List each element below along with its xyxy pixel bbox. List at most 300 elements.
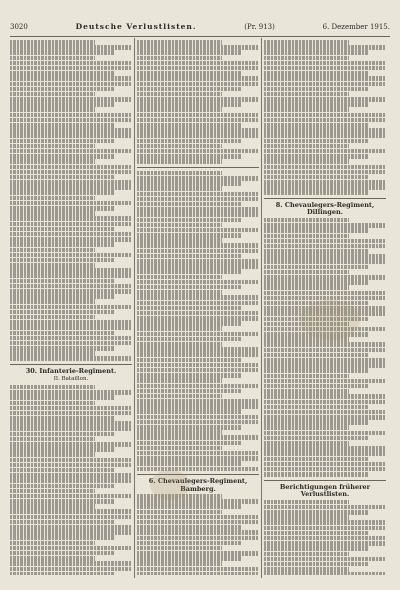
text-line — [10, 437, 95, 442]
section-rule — [264, 198, 386, 199]
text-line — [264, 526, 386, 531]
text-line — [10, 530, 132, 535]
text-line — [10, 216, 132, 221]
text-line — [137, 66, 259, 71]
text-line — [10, 346, 114, 351]
text-line — [137, 541, 241, 546]
text-line — [10, 206, 114, 211]
text-line — [137, 113, 259, 118]
text-line — [10, 284, 132, 289]
column-divider — [134, 38, 135, 578]
text-line — [137, 451, 259, 456]
text-line — [10, 190, 114, 195]
text-line — [10, 421, 132, 426]
text-line — [264, 379, 386, 384]
section-heading: 8. Chevaulegers-Regiment, Dillingen. — [275, 200, 375, 217]
text-line — [264, 572, 386, 575]
text-line — [137, 384, 259, 389]
text-line — [10, 572, 114, 575]
text-line — [264, 234, 349, 239]
page-number: 3020 — [10, 23, 28, 31]
text-line — [137, 171, 222, 176]
text-line — [10, 56, 95, 61]
section-heading: 6. Chevaulegers-Regiment, Bamberg. — [148, 477, 248, 493]
text-line — [264, 56, 349, 61]
text-line — [10, 432, 114, 437]
text-line — [10, 315, 95, 320]
text-line — [264, 515, 349, 520]
text-line — [10, 525, 132, 530]
section-rule — [10, 364, 132, 365]
section-rule — [264, 480, 386, 481]
text-line — [264, 185, 386, 190]
text-line — [137, 373, 241, 378]
text-line — [137, 202, 241, 207]
text-line — [10, 499, 114, 504]
text-line — [10, 556, 95, 561]
text-line — [137, 102, 241, 107]
text-line — [264, 531, 368, 536]
text-line — [10, 561, 132, 566]
text-line — [264, 254, 386, 259]
text-line — [264, 92, 349, 97]
text-line — [137, 223, 222, 228]
text-line — [10, 351, 95, 356]
text-line — [137, 337, 241, 342]
text-line — [10, 185, 132, 190]
text-line — [10, 61, 132, 66]
text-line — [137, 441, 241, 446]
text-line — [10, 123, 114, 128]
text-line — [10, 87, 114, 92]
text-line — [137, 197, 259, 202]
text-line — [264, 76, 386, 81]
publication-date: 6. Dezember 1915. — [322, 23, 390, 31]
text-line — [264, 441, 349, 446]
text-line — [264, 239, 386, 244]
text-line — [137, 536, 259, 541]
text-line — [10, 279, 114, 284]
text-line — [264, 82, 386, 87]
text-line — [137, 290, 222, 295]
text-line — [10, 473, 132, 478]
text-line — [10, 294, 114, 299]
text-line — [264, 270, 349, 275]
text-line — [137, 567, 259, 572]
text-line — [137, 316, 259, 321]
text-line — [137, 233, 241, 238]
text-line — [264, 436, 368, 441]
text-line — [264, 410, 386, 415]
text-line — [10, 452, 95, 457]
text-line — [264, 228, 368, 233]
text-line — [10, 139, 114, 144]
text-line — [264, 368, 368, 373]
text-line — [264, 510, 368, 515]
text-line — [137, 285, 241, 290]
issue-number: (Pr. 913) — [244, 23, 275, 31]
text-line — [10, 411, 132, 416]
text-line — [10, 356, 132, 361]
text-line — [10, 211, 95, 216]
text-line — [137, 264, 259, 269]
text-line — [137, 504, 241, 509]
text-line — [264, 567, 349, 572]
text-line — [137, 446, 222, 451]
text-line — [10, 222, 132, 227]
text-line — [10, 45, 132, 50]
text-line — [10, 541, 95, 546]
text-line — [137, 107, 222, 112]
text-line — [10, 159, 95, 164]
text-line — [264, 291, 386, 296]
text-line — [264, 541, 386, 546]
text-line — [137, 123, 241, 128]
text-line — [264, 259, 386, 264]
text-line — [10, 107, 95, 112]
text-line — [10, 458, 132, 463]
text-line — [137, 467, 259, 472]
text-line — [10, 273, 132, 278]
text-line — [137, 92, 222, 97]
text-line — [137, 363, 259, 368]
text-line — [137, 301, 259, 306]
text-line — [10, 237, 132, 242]
text-line — [10, 76, 132, 81]
text-line — [10, 484, 114, 489]
text-line — [137, 520, 259, 525]
text-line — [264, 275, 386, 280]
text-line — [264, 154, 368, 159]
text-line — [264, 457, 368, 462]
text-line — [137, 311, 259, 316]
text-line — [10, 325, 132, 330]
text-line — [264, 500, 349, 505]
text-line — [264, 374, 349, 379]
text-line — [137, 352, 259, 357]
text-line — [137, 546, 222, 551]
text-line — [137, 228, 259, 233]
section-heading: 30. Infanterie-Regiment. — [25, 366, 117, 375]
text-line — [10, 442, 132, 447]
text-line — [10, 551, 114, 556]
text-line — [264, 451, 386, 456]
text-line — [137, 181, 241, 186]
text-line — [10, 520, 114, 525]
text-line — [10, 102, 114, 107]
text-line — [10, 416, 114, 421]
text-line — [137, 133, 259, 138]
text-line — [264, 353, 368, 358]
text-line — [10, 113, 132, 118]
text-line — [264, 102, 368, 107]
text-line — [137, 399, 259, 404]
text-line — [137, 149, 259, 154]
text-line — [137, 409, 241, 414]
text-line — [264, 149, 386, 154]
text-line — [264, 536, 386, 541]
text-line — [137, 50, 241, 55]
text-line — [137, 515, 259, 520]
text-line — [264, 170, 386, 175]
text-line — [137, 561, 222, 566]
text-line — [264, 425, 349, 430]
section-heading: II. Bataillon. — [53, 376, 89, 383]
text-line — [137, 378, 222, 383]
text-line — [10, 175, 114, 180]
text-line — [10, 71, 114, 76]
text-line — [10, 258, 114, 263]
text-line — [264, 405, 368, 410]
text-line — [264, 552, 349, 557]
text-line — [137, 332, 259, 337]
text-line — [137, 425, 241, 430]
text-line — [137, 415, 259, 420]
text-line — [10, 154, 114, 159]
text-line — [10, 320, 132, 325]
text-line — [10, 253, 132, 258]
text-line — [10, 305, 132, 310]
publication-title: Deutsche Verlustlisten. — [75, 22, 197, 31]
text-line — [10, 66, 132, 71]
text-line — [10, 170, 132, 175]
text-line — [137, 306, 241, 311]
text-line — [137, 556, 241, 561]
text-line — [264, 133, 386, 138]
text-line — [10, 478, 132, 483]
text-line — [137, 249, 259, 254]
text-line — [137, 358, 241, 363]
text-line — [264, 97, 386, 102]
text-line — [10, 92, 95, 97]
text-line — [264, 139, 368, 144]
text-line — [264, 348, 386, 353]
text-line — [10, 232, 132, 237]
text-line — [137, 82, 259, 87]
text-line — [137, 456, 259, 461]
text-line — [10, 144, 95, 149]
text-line — [137, 56, 222, 61]
text-line — [264, 400, 386, 405]
text-line — [264, 431, 386, 436]
text-line — [264, 520, 386, 525]
text-line — [137, 389, 241, 394]
text-line — [10, 227, 114, 232]
text-line — [137, 275, 222, 280]
text-line — [264, 107, 349, 112]
text-line — [137, 342, 222, 347]
text-line — [10, 390, 132, 395]
text-line — [10, 133, 132, 138]
text-line — [137, 159, 222, 164]
text-line — [10, 40, 95, 45]
text-line — [10, 567, 132, 572]
text-line — [10, 310, 114, 315]
text-line — [137, 499, 259, 504]
text-line — [264, 420, 368, 425]
text-line — [137, 259, 259, 264]
text-line — [264, 505, 386, 510]
text-line — [264, 71, 368, 76]
text-line — [10, 149, 132, 154]
text-line — [10, 546, 132, 551]
text-line — [137, 254, 241, 259]
text-line — [10, 97, 132, 102]
text-line — [10, 406, 132, 411]
text-line — [264, 128, 386, 133]
text-line — [137, 128, 259, 133]
text-line — [264, 87, 368, 92]
page-header — [10, 22, 390, 37]
text-line — [137, 295, 259, 300]
text-line — [264, 165, 386, 170]
text-line — [137, 435, 259, 440]
text-line — [10, 395, 114, 400]
text-line — [264, 113, 386, 118]
text-line — [264, 546, 368, 551]
text-line — [137, 430, 222, 435]
text-line — [264, 61, 386, 66]
text-line — [137, 280, 259, 285]
text-line — [264, 40, 349, 45]
text-line — [137, 510, 222, 515]
text-line — [137, 404, 259, 409]
text-line — [137, 176, 259, 181]
text-line — [10, 336, 132, 341]
text-line — [264, 144, 349, 149]
text-line — [137, 154, 241, 159]
text-line — [264, 446, 386, 451]
text-line — [137, 97, 259, 102]
text-line — [10, 447, 114, 452]
text-line — [137, 368, 259, 373]
text-line — [137, 139, 241, 144]
text-line — [264, 118, 386, 123]
text-line — [264, 66, 386, 71]
text-line — [10, 118, 132, 123]
text-line — [264, 472, 368, 477]
text-line — [137, 61, 259, 66]
text-line — [264, 265, 368, 270]
text-line — [264, 394, 386, 399]
section-rule — [137, 167, 259, 168]
text-line — [137, 347, 259, 352]
text-line — [264, 175, 368, 180]
text-line — [10, 515, 132, 520]
text-line — [10, 341, 132, 346]
text-line — [10, 242, 114, 247]
text-line — [10, 535, 114, 540]
text-line — [264, 180, 386, 185]
text-line — [137, 212, 259, 217]
text-line — [10, 489, 95, 494]
section-heading: Berichtigungen früherer Verlustlisten. — [279, 482, 371, 499]
text-line — [10, 504, 95, 509]
text-line — [137, 71, 241, 76]
text-line — [10, 509, 132, 514]
text-line — [264, 244, 386, 249]
text-line — [137, 551, 259, 556]
text-line — [137, 321, 241, 326]
text-line — [264, 50, 368, 55]
text-line — [137, 525, 241, 530]
text-line — [10, 426, 132, 431]
text-line — [137, 326, 222, 331]
text-line — [264, 557, 386, 562]
text-line — [10, 289, 132, 294]
text-line — [10, 180, 132, 185]
text-line — [264, 342, 386, 347]
text-line — [137, 572, 259, 575]
text-line — [137, 269, 241, 274]
column-left — [10, 40, 132, 575]
text-line — [264, 280, 368, 285]
text-line — [137, 420, 259, 425]
text-line — [264, 358, 386, 363]
text-line — [10, 248, 95, 253]
text-line — [137, 218, 241, 223]
paper-stain — [300, 300, 360, 340]
text-line — [137, 461, 241, 466]
text-line — [10, 468, 114, 473]
text-line — [264, 45, 386, 50]
text-line — [10, 82, 132, 87]
text-line — [264, 223, 386, 228]
text-line — [264, 123, 368, 128]
text-line — [264, 462, 386, 467]
text-line — [10, 299, 95, 304]
text-line — [10, 494, 132, 499]
text-line — [137, 207, 259, 212]
text-line — [137, 45, 259, 50]
text-line — [264, 389, 349, 394]
text-line — [264, 190, 368, 195]
text-line — [10, 463, 132, 468]
column-divider — [261, 38, 262, 578]
text-line — [137, 238, 222, 243]
text-line — [137, 192, 259, 197]
text-line — [137, 76, 259, 81]
text-line — [10, 263, 95, 268]
text-line — [264, 562, 368, 567]
text-line — [10, 128, 132, 133]
text-line — [264, 363, 386, 368]
text-line — [10, 165, 132, 170]
text-line — [264, 285, 349, 290]
text-line — [264, 415, 386, 420]
text-line — [264, 467, 386, 472]
text-line — [137, 530, 259, 535]
text-line — [137, 118, 259, 123]
text-line — [137, 144, 222, 149]
text-line — [10, 401, 95, 406]
text-line — [10, 385, 95, 390]
text-line — [10, 268, 132, 273]
text-line — [264, 159, 349, 164]
text-line — [137, 87, 241, 92]
text-line — [264, 249, 368, 254]
text-line — [10, 50, 114, 55]
text-line — [264, 218, 349, 223]
text-line — [10, 196, 95, 201]
text-line — [10, 331, 114, 336]
text-line — [264, 384, 368, 389]
text-line — [137, 243, 259, 248]
text-line — [137, 394, 222, 399]
paper-stain — [150, 470, 190, 500]
text-line — [137, 186, 222, 191]
text-line — [10, 201, 132, 206]
